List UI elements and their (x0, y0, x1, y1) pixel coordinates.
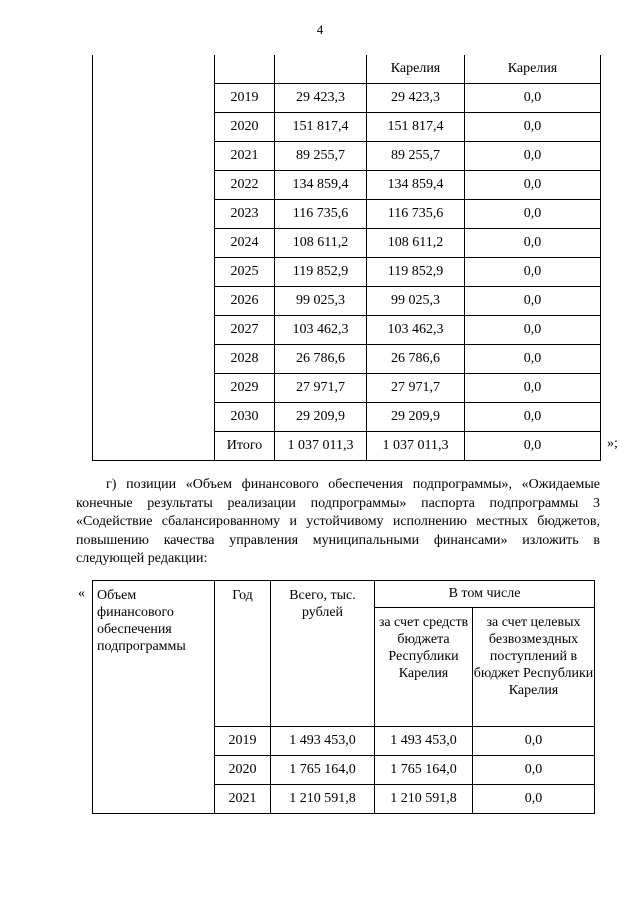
year-cell: 2023 (215, 200, 275, 229)
targeted-receipts-cell: 0,0 (465, 229, 601, 258)
targeted-receipts-cell: 0,0 (473, 785, 595, 814)
targeted-receipts-cell: 0,0 (465, 84, 601, 113)
total-cell: 103 462,3 (275, 316, 367, 345)
year-cell: 2021 (215, 142, 275, 171)
region-budget-cell: 29 209,9 (367, 403, 465, 432)
region-budget-cell: 27 971,7 (367, 374, 465, 403)
opening-quote: « (78, 586, 85, 601)
region-budget-cell: 119 852,9 (367, 258, 465, 287)
financing-table-continued (92, 55, 601, 461)
total-cell: 27 971,7 (275, 374, 367, 403)
total-cell: 134 859,4 (275, 171, 367, 200)
total-cell: 89 255,7 (275, 142, 367, 171)
total-cell: 1 210 591,8 (271, 785, 375, 814)
targeted-receipts-cell: 0,0 (465, 403, 601, 432)
region-budget-cell: 29 423,3 (367, 84, 465, 113)
year-cell: 2029 (215, 374, 275, 403)
financing-label: Объем финансового обеспечения подпрограммы (93, 581, 215, 814)
targeted-receipts-cell: 0,0 (465, 258, 601, 287)
total-header: Всего, тыс. рублей (271, 581, 375, 727)
year-cell: 2020 (215, 113, 275, 142)
total-cell: 29 209,9 (275, 403, 367, 432)
year-cell: 2019 (215, 84, 275, 113)
targeted-receipts-cell: 0,0 (465, 345, 601, 374)
region-budget-header: за счет средств бюджета Республики Карелия (375, 608, 473, 727)
region-budget-cell: 1 765 164,0 (375, 756, 473, 785)
year-cell: 2028 (215, 345, 275, 374)
region-budget-cell: 89 255,7 (367, 142, 465, 171)
targeted-receipts-cell: 0,0 (465, 374, 601, 403)
targeted-receipts-header: за счет целевых безвозмездных поступлений в бюджет Республики Карелия (473, 608, 595, 727)
total-cell: 1 037 011,3 (275, 432, 367, 461)
header-cell: Карелия (465, 55, 601, 84)
targeted-receipts-cell: 0,0 (473, 756, 595, 785)
total-cell: 1 493 453,0 (271, 727, 375, 756)
region-budget-cell: 116 735,6 (367, 200, 465, 229)
targeted-receipts-cell: 0,0 (465, 113, 601, 142)
header-cell: Карелия (367, 55, 465, 84)
targeted-receipts-cell: 0,0 (465, 316, 601, 345)
year-cell: 2030 (215, 403, 275, 432)
region-budget-cell: 134 859,4 (367, 171, 465, 200)
year-cell: 2024 (215, 229, 275, 258)
paragraph-text: г) позиции «Объем финансового обеспечения подпрограммы», «Ожидаемые конечные результаты реализации подпрограммы» паспорта подпрограммы 3 «Содействие сбалансированному и устойчивому исполнению местных бюджетов, повышению качества управления муниципальными финансами» изложить в следующей редакции: (76, 477, 600, 566)
total-cell: 151 817,4 (275, 113, 367, 142)
header-cell (275, 55, 367, 84)
region-budget-cell: 26 786,6 (367, 345, 465, 374)
region-budget-cell: 1 493 453,0 (375, 727, 473, 756)
targeted-receipts-cell: 0,0 (465, 432, 601, 461)
year-cell: 2025 (215, 258, 275, 287)
year-cell: 2020 (215, 756, 271, 785)
amendment-paragraph (76, 476, 600, 569)
targeted-receipts-cell: 0,0 (473, 727, 595, 756)
including-header: В том числе (375, 581, 595, 608)
region-budget-cell: 103 462,3 (367, 316, 465, 345)
targeted-receipts-cell: 0,0 (465, 142, 601, 171)
total-cell: 29 423,3 (275, 84, 367, 113)
total-cell: 108 611,2 (275, 229, 367, 258)
targeted-receipts-cell: 0,0 (465, 200, 601, 229)
targeted-receipts-cell: 0,0 (465, 171, 601, 200)
total-cell: 116 735,6 (275, 200, 367, 229)
closing-quote: »; (607, 436, 618, 451)
region-budget-cell: 1 037 011,3 (367, 432, 465, 461)
total-cell: 99 025,3 (275, 287, 367, 316)
region-budget-cell: 108 611,2 (367, 229, 465, 258)
year-cell: Итого (215, 432, 275, 461)
page-number: 4 (316, 22, 324, 37)
region-budget-cell: 151 817,4 (367, 113, 465, 142)
financing-table-new (92, 580, 595, 814)
region-budget-cell: 1 210 591,8 (375, 785, 473, 814)
year-cell: 2027 (215, 316, 275, 345)
region-budget-cell: 99 025,3 (367, 287, 465, 316)
total-cell: 1 765 164,0 (271, 756, 375, 785)
header-cell (215, 55, 275, 84)
year-cell: 2026 (215, 287, 275, 316)
total-cell: 26 786,6 (275, 345, 367, 374)
label-cell-empty (93, 55, 215, 461)
year-cell: 2019 (215, 727, 271, 756)
year-cell: 2022 (215, 171, 275, 200)
targeted-receipts-cell: 0,0 (465, 287, 601, 316)
table-header-row (93, 55, 601, 84)
year-cell: 2021 (215, 785, 271, 814)
year-header: Год (215, 581, 271, 727)
total-cell: 119 852,9 (275, 258, 367, 287)
